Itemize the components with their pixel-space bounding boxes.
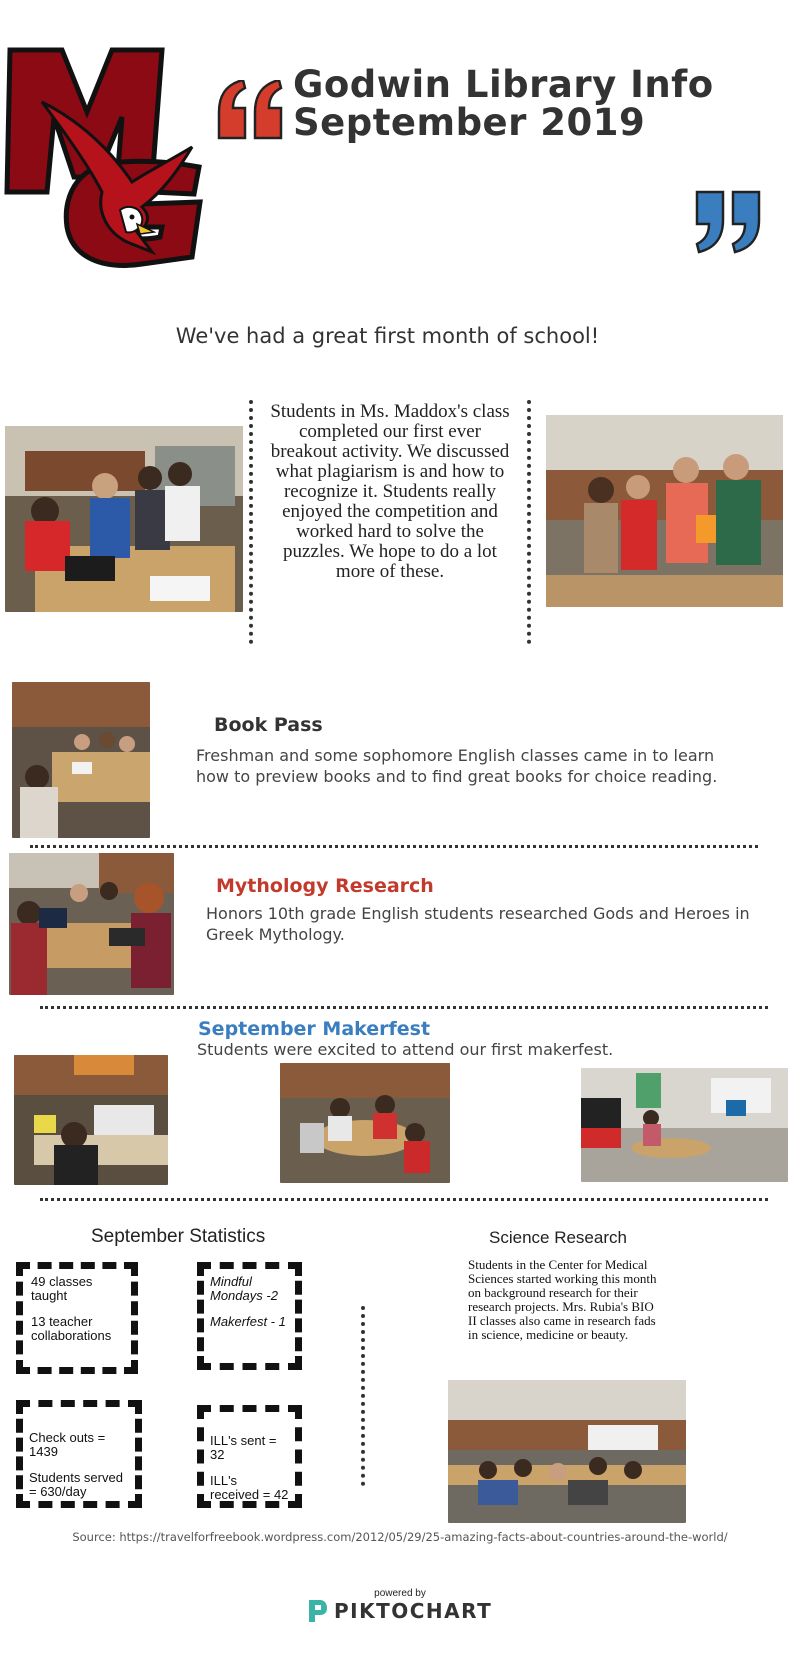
close-quote-icon <box>693 190 763 255</box>
stat-box-events <box>197 1262 302 1370</box>
mythology-body: Honors 10th grade English students researched Gods and Heroes in Greek Mythology. <box>206 904 750 944</box>
powered-by-label: powered by <box>374 1588 426 1599</box>
science-title: Science Research <box>489 1228 627 1247</box>
breakout-photo-students-working <box>5 426 243 612</box>
mythology-photo <box>9 853 174 995</box>
stat-ill-received: ILL's received = 42 <box>210 1473 289 1502</box>
divider-vertical-right <box>527 400 531 644</box>
makerfest-photo-3 <box>581 1068 788 1182</box>
breakout-description: Students in Ms. Maddox's class completed our first ever breakout activity. We discussed what plagiarism is and how to recognize it. Students really enjoyed the competition and worked hard to solve the puzzles. We hope to do a lot more of these. <box>270 401 510 582</box>
book-pass-heading: Book Pass <box>214 714 323 736</box>
school-logo <box>2 42 212 272</box>
stat-makerfest: Makerfest - 1 <box>210 1314 286 1329</box>
title-line-2: September 2019 <box>293 101 646 144</box>
mythology-heading: Mythology Research <box>216 875 434 897</box>
divider-horizontal-1 <box>30 845 758 848</box>
stat-teacher-collaborations: 13 teacher collaborations <box>31 1314 112 1343</box>
book-pass-body: Freshman and some sophomore English classes came in to learn how to preview books and to find great books for choice reading. <box>196 746 718 786</box>
source-citation: Source: https://travelforfreebook.wordpress.com/2012/05/29/25-amazing-facts-about-countries-around-the-world/ <box>72 1530 728 1544</box>
stat-mindful-mondays: Mindful Mondays -2 <box>210 1274 278 1303</box>
piktochart-brand[interactable] <box>306 1596 492 1626</box>
breakout-photo-winners <box>546 415 783 607</box>
book-pass-photo <box>12 682 150 838</box>
stat-box-checkouts <box>16 1400 142 1508</box>
divider-horizontal-3 <box>40 1198 768 1201</box>
stat-classes-taught: 49 classes taught <box>31 1274 93 1303</box>
stat-ill-sent: ILL's sent = 32 <box>210 1433 277 1462</box>
stat-checkouts: Check outs = 1439 <box>29 1430 106 1459</box>
science-photo <box>448 1380 686 1523</box>
makerfest-body: Students were excited to attend our first makerfest. <box>197 1040 614 1059</box>
divider-vertical-left <box>249 400 253 644</box>
stat-students-served: Students served = 630/day <box>29 1470 123 1499</box>
makerfest-photo-1 <box>14 1055 168 1185</box>
stat-box-ill <box>197 1405 302 1508</box>
divider-horizontal-2 <box>40 1006 768 1009</box>
stat-box-classes <box>16 1262 138 1374</box>
divider-vertical-stats <box>361 1306 365 1486</box>
title-line-1: Godwin Library Info <box>293 63 714 106</box>
intro-subhead: We've had a great first month of school! <box>175 324 600 348</box>
statistics-title: September Statistics <box>91 1226 266 1247</box>
piktochart-logo-icon <box>306 1598 328 1624</box>
science-body: Students in the Center for Medical Sciences started working this month on background research for their research projects. Mrs. Rubia's BIO II classes also came in research fads in science, medicine or beauty. <box>468 1257 657 1342</box>
open-quote-icon <box>215 80 285 145</box>
piktochart-wordmark: PIKTOCHART <box>334 1599 493 1623</box>
makerfest-heading: September Makerfest <box>198 1018 431 1040</box>
makerfest-photo-2 <box>280 1063 450 1183</box>
